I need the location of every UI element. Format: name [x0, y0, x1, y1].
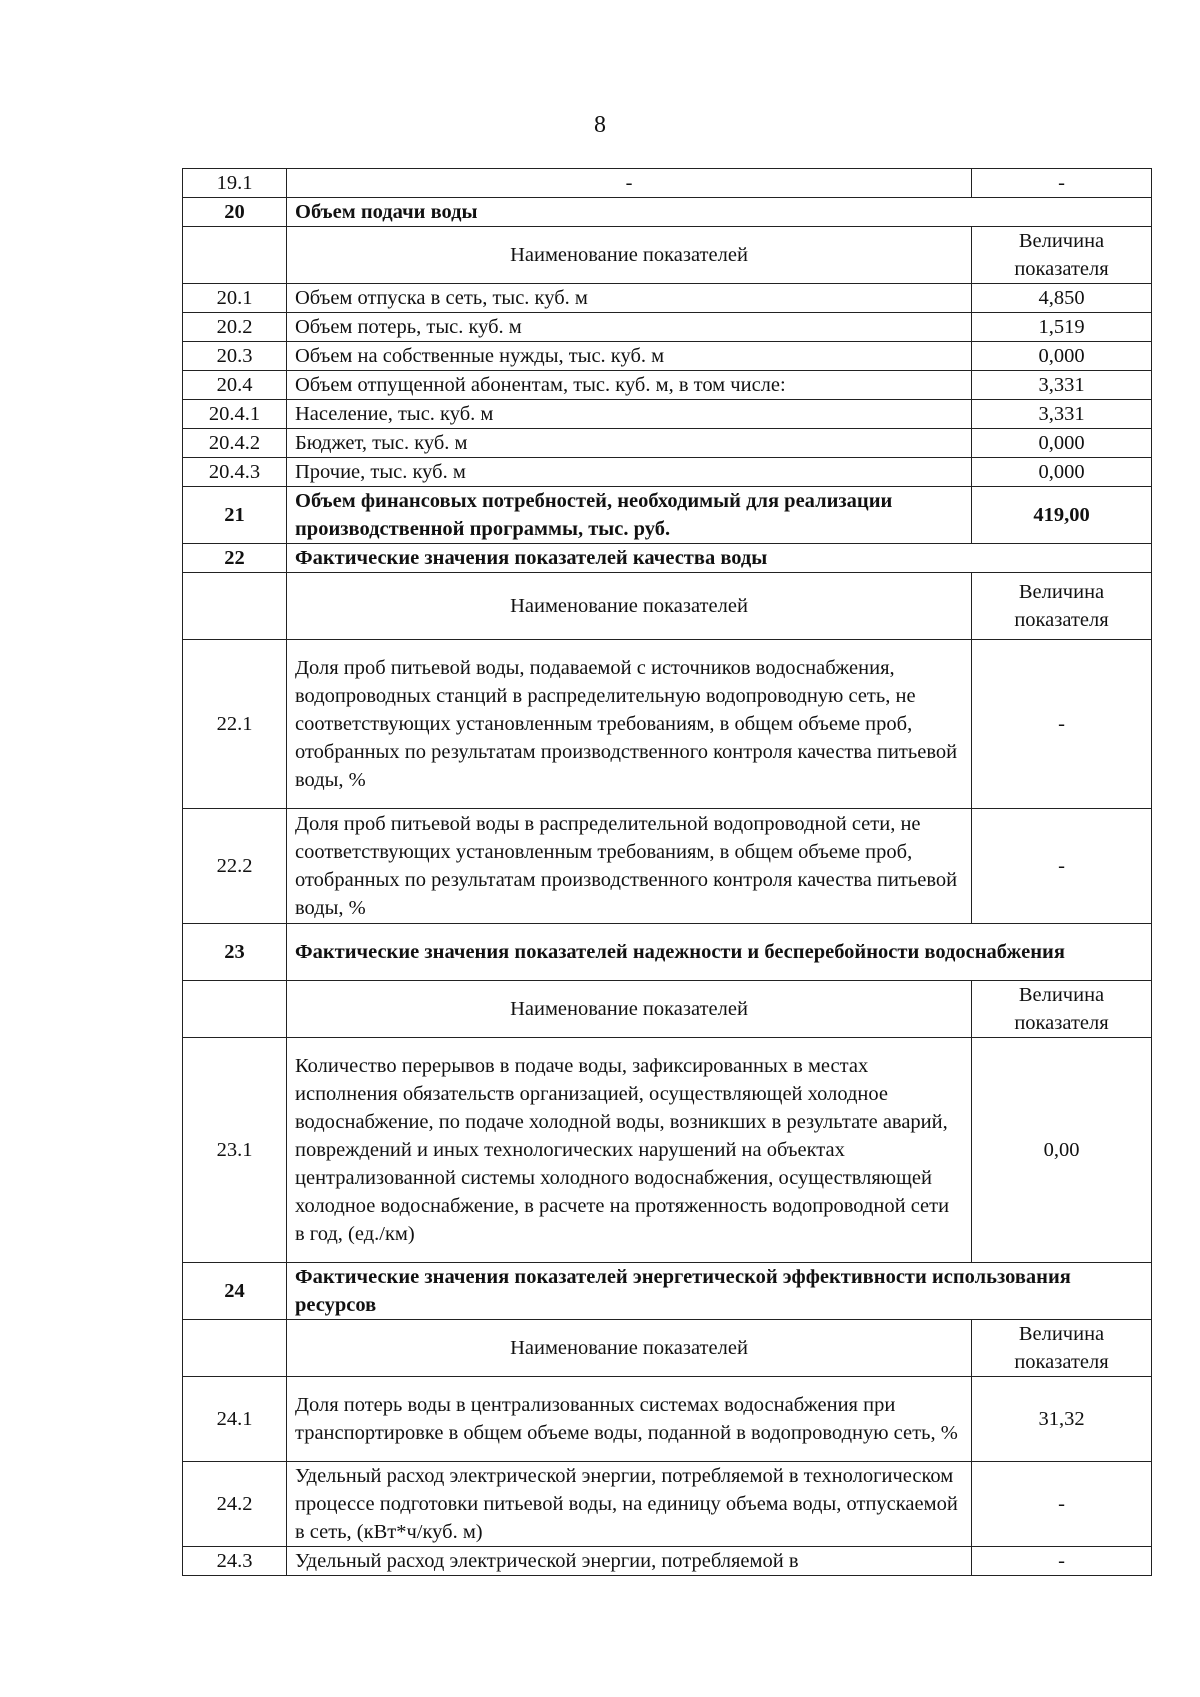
- row-number: 24.2: [183, 1462, 287, 1547]
- row-value: -: [972, 1547, 1152, 1576]
- row-name: Объем финансовых потребностей, необходимый для реализации производственной программы, тыс. руб.: [287, 487, 972, 544]
- section-title: Объем подачи воды: [287, 198, 1152, 227]
- empty-cell: [183, 981, 287, 1038]
- column-header-row: [183, 573, 1152, 640]
- row-value: 4,850: [972, 284, 1152, 313]
- column-header-row: [183, 981, 1152, 1038]
- column-header-row: [183, 227, 1152, 284]
- table-row: [183, 284, 1152, 313]
- section-title: Фактические значения показателей надежности и бесперебойности водоснабжения: [287, 924, 1152, 981]
- section-number: 20: [183, 198, 287, 227]
- row-value: -: [972, 1462, 1152, 1547]
- column-header-name: Наименование показателей: [287, 573, 972, 640]
- row-name: Удельный расход электрической энергии, потребляемой в: [287, 1547, 972, 1576]
- row-number: 22.1: [183, 640, 287, 809]
- row-value: -: [972, 640, 1152, 809]
- column-header-value: Величина показателя: [972, 227, 1152, 284]
- row-value: 0,000: [972, 429, 1152, 458]
- row-name: -: [287, 169, 972, 198]
- table-row: [183, 1038, 1152, 1263]
- row-value: 1,519: [972, 313, 1152, 342]
- row-number: 24.3: [183, 1547, 287, 1576]
- table-row: [183, 429, 1152, 458]
- row-number: 20.3: [183, 342, 287, 371]
- row-number: 20.4.1: [183, 400, 287, 429]
- table-row: [183, 487, 1152, 544]
- page-number: 8: [594, 112, 606, 138]
- row-number: 22.2: [183, 809, 287, 924]
- row-value: 0,00: [972, 1038, 1152, 1263]
- row-number: 20.1: [183, 284, 287, 313]
- row-value: 419,00: [972, 487, 1152, 544]
- column-header-row: [183, 1320, 1152, 1377]
- section-row: [183, 1263, 1152, 1320]
- row-value: -: [972, 169, 1152, 198]
- empty-cell: [183, 1320, 287, 1377]
- section-title: Фактические значения показателей энергетической эффективности использования ресурсов: [287, 1263, 1152, 1320]
- indicators-table: [182, 168, 1152, 1576]
- table-row: [183, 1547, 1152, 1576]
- column-header-name: Наименование показателей: [287, 227, 972, 284]
- section-row: [183, 198, 1152, 227]
- row-number: 20.4.2: [183, 429, 287, 458]
- row-name: Количество перерывов в подаче воды, зафиксированных в местах исполнения обязательств организацией, осуществляющей холодное водоснабжение, по подаче холодной воды, возникших в результате аварий, повреждений и иных технологических нарушений на объектах централизованной системы холодного водоснабжения, осуществляющей холодное водоснабжение, в расчете на протяженность водопроводной сети в год, (ед./км): [287, 1038, 972, 1263]
- empty-cell: [183, 573, 287, 640]
- row-name: Объем на собственные нужды, тыс. куб. м: [287, 342, 972, 371]
- row-number: 20.4: [183, 371, 287, 400]
- column-header-value: Величина показателя: [972, 573, 1152, 640]
- row-value: 31,32: [972, 1377, 1152, 1462]
- section-row: [183, 544, 1152, 573]
- table-row: [183, 1462, 1152, 1547]
- row-value: -: [972, 809, 1152, 924]
- table-row: [183, 313, 1152, 342]
- row-number: 24.1: [183, 1377, 287, 1462]
- section-row: [183, 924, 1152, 981]
- table-row: [183, 371, 1152, 400]
- table-row: [183, 458, 1152, 487]
- row-value: 3,331: [972, 400, 1152, 429]
- row-name: Объем потерь, тыс. куб. м: [287, 313, 972, 342]
- row-name: Доля проб питьевой воды, подаваемой с источников водоснабжения, водопроводных станций в распределительную водопроводную сеть, не соответствующих установленным требованиям, в общем объеме проб, отобранных по результатам производственного контроля качества питьевой воды, %: [287, 640, 972, 809]
- table-row: [183, 400, 1152, 429]
- column-header-value: Величина показателя: [972, 1320, 1152, 1377]
- table-row: [183, 1377, 1152, 1462]
- row-name: Удельный расход электрической энергии, потребляемой в технологическом процессе подготовки питьевой воды, на единицу объема воды, отпускаемой в сеть, (кВт*ч/куб. м): [287, 1462, 972, 1547]
- table-row: [183, 169, 1152, 198]
- row-value: 0,000: [972, 458, 1152, 487]
- row-name: Доля проб питьевой воды в распределительной водопроводной сети, не соответствующих установленным требованиям, в общем объеме проб, отобранных по результатам производственного контроля качества питьевой воды, %: [287, 809, 972, 924]
- row-value: 3,331: [972, 371, 1152, 400]
- column-header-name: Наименование показателей: [287, 1320, 972, 1377]
- row-number: 21: [183, 487, 287, 544]
- row-value: 0,000: [972, 342, 1152, 371]
- table-row: [183, 809, 1152, 924]
- section-number: 23: [183, 924, 287, 981]
- table-row: [183, 342, 1152, 371]
- row-name: Доля потерь воды в централизованных системах водоснабжения при транспортировке в общем объеме воды, поданной в водопроводную сеть, %: [287, 1377, 972, 1462]
- row-number: 19.1: [183, 169, 287, 198]
- row-name: Прочие, тыс. куб. м: [287, 458, 972, 487]
- column-header-value: Величина показателя: [972, 981, 1152, 1038]
- row-name: Объем отпуска в сеть, тыс. куб. м: [287, 284, 972, 313]
- table-row: [183, 640, 1152, 809]
- row-name: Бюджет, тыс. куб. м: [287, 429, 972, 458]
- section-title: Фактические значения показателей качества воды: [287, 544, 1152, 573]
- section-number: 22: [183, 544, 287, 573]
- section-number: 24: [183, 1263, 287, 1320]
- row-number: 23.1: [183, 1038, 287, 1263]
- row-name: Население, тыс. куб. м: [287, 400, 972, 429]
- row-number: 20.2: [183, 313, 287, 342]
- row-name: Объем отпущенной абонентам, тыс. куб. м, в том числе:: [287, 371, 972, 400]
- column-header-name: Наименование показателей: [287, 981, 972, 1038]
- empty-cell: [183, 227, 287, 284]
- row-number: 20.4.3: [183, 458, 287, 487]
